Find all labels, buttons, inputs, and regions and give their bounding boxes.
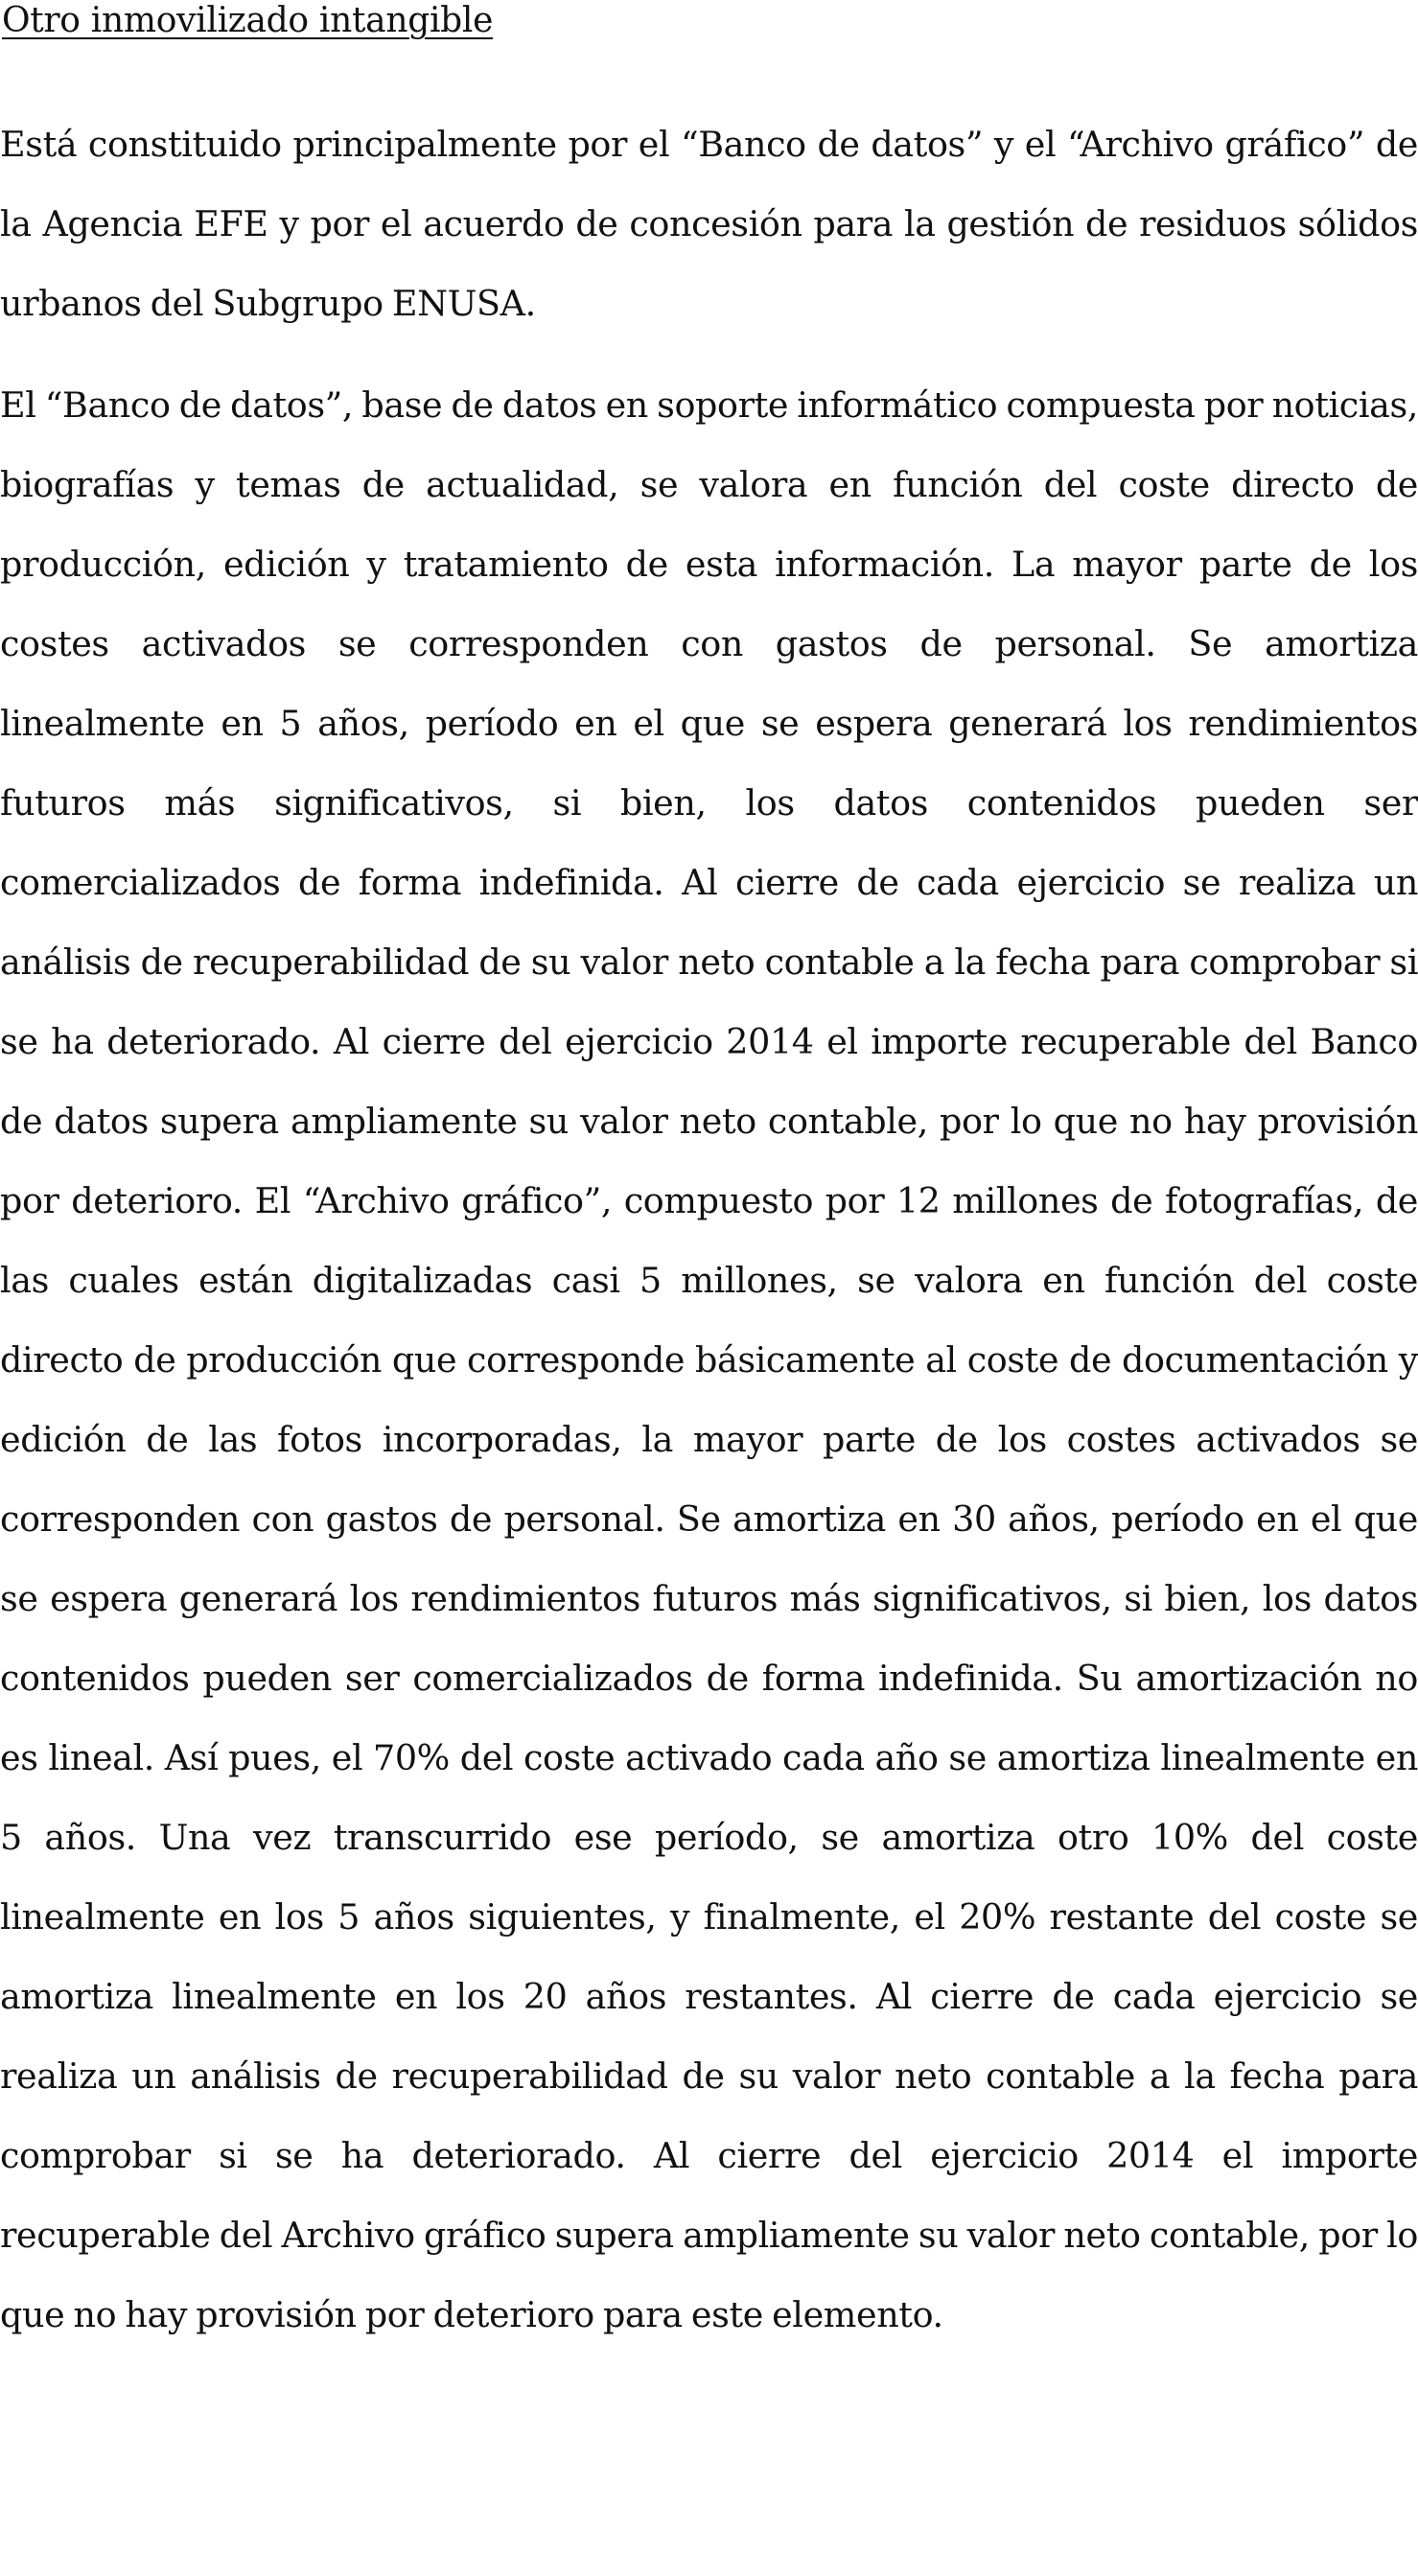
paragraph-details: El “Banco de datos”, base de datos en soporte informático compuesta por noticias, biografías y temas de actualidad, se valora en función del coste directo de producción, edición y tratamiento de esta información. La mayor parte de los costes activados se corresponden con gastos de personal. Se amortiza linealmente en 5 años, período en el que se espera generará los rendimientos futuros más significativos, si bien, los datos contenidos pueden ser comercializados de forma indefinida. Al cierre de cada ejercicio se realiza un análisis de recuperabilidad de su valor neto contable a la fecha para comprobar si se ha deteriorado. Al cierre del ejercicio 2014 el importe recuperable del Banco de datos supera ampliamente su valor neto contable, por lo que no hay provisión por deterioro. El “Archivo gráfico”, compuesto por 12 millones de fotografías, de las cuales están digitalizadas casi 5 millones, se valora en función del coste directo de producción que corresponde básicamente al coste de documentación y edición de las fotos incorporadas, la mayor parte de los costes activados se corresponden con gastos de personal. Se amortiza en 30 años, período en el que se espera generará los rendimientos futuros más significativos, si bien, los datos contenidos pueden ser comercializados de forma indefinida. Su amortización no es lineal. Así pues, el 70% del coste activado cada año se amortiza linealmente en 5 años. Una vez transcurrido ese período, se amortiza otro 10% del coste linealmente en los 5 años siguientes, y finalmente, el 20% restante del coste se amortiza linealmente en los 20 años restantes. Al cierre de cada ejercicio se realiza un análisis de recuperabilidad de su valor neto contable a la fecha para comprobar si se ha deteriorado. Al cierre del ejercicio 2014 el importe recuperable del Archivo gráfico supera ampliamente su valor neto contable, por lo que no hay provisión por deterioro para este elemento. <box>0 384 1418 2335</box>
section-heading: Otro inmovilizado intangible <box>2 1 494 40</box>
paragraph-intro: Está constituido principalmente por el “Banco de datos” y el “Archivo gráfico” de la Agencia EFE y por el acuerdo de concesión para la gestión de residuos sólidos urbanos del Subgrupo ENUSA. <box>0 124 1418 324</box>
